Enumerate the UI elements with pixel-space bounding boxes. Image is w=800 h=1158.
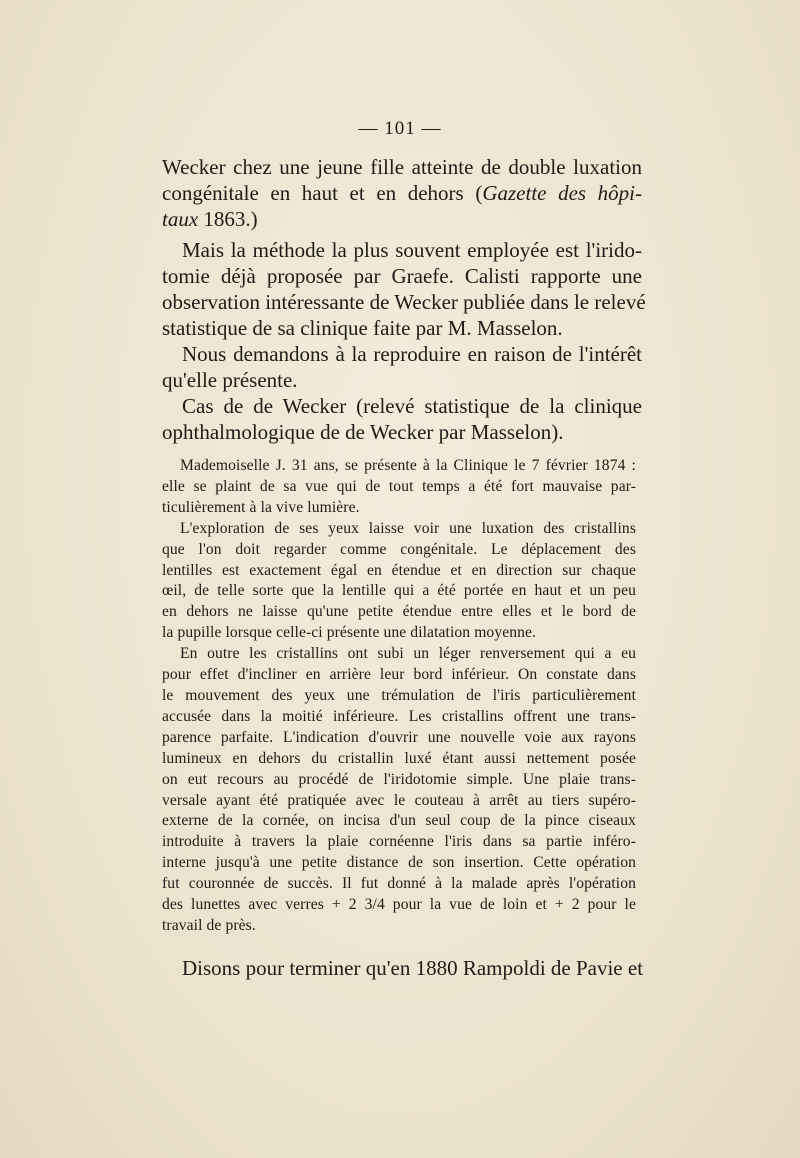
text-line: parence parfaite. L'indication d'ouvrir une nouvelle voie aux rayons [162,728,636,746]
text-line: ticulièrement à la vive lumière. [162,498,360,516]
text-line: elle se plaint de sa vue qui de tout temps a été fort mauvaise par- [162,477,636,495]
text-fragment: 1863.) [203,207,258,231]
text-line: lentilles est exactement égal en étendue et en direction sur chaque [162,561,636,579]
text-line: pour effet d'incliner en arrière leur bord inférieur. On constate dans [162,666,636,684]
text-line: Disons pour terminer qu'en 1880 Rampoldi de Pavie et [182,956,644,980]
text-line: ophthalmologique de de Wecker par Masselon). [162,420,564,444]
text-line [162,206,642,232]
italic-citation: Gazette des hôpi- [482,181,642,205]
text-line: œil, de telle sorte que la lentille qui a été portée en haut et un peu [162,582,636,600]
text-line: Cas de de Wecker (relevé statistique de la clinique [182,394,642,418]
text-line [162,180,642,206]
case-paragraph-1 [162,456,636,519]
case-paragraph-3 [162,644,636,937]
text-fragment: congénitale en haut et en dehors ( [162,181,483,205]
text-line: la pupille lorsque celle-ci présente une dilatation moyenne. [162,624,537,642]
page-number: — 101 — [358,118,442,139]
text-line: en dehors ne laisse qu'une petite étendue entre elles et le bord de [162,603,636,621]
italic-citation: taux [162,207,199,231]
text-line: fut couronnée de succès. Il fut donné à la malade après l'opération [162,875,636,893]
closing-paragraph [162,955,642,981]
text-line: L'exploration de ses yeux laisse voir une luxation des cristallins [180,519,636,537]
text-line: des lunettes avec verres + 2 3/4 pour la vue de loin et + 2 pour le [162,896,636,914]
paragraph-1 [162,154,642,232]
paragraph-3 [162,341,642,393]
text-line: observation intéressante de Wecker publiée dans le relevé [162,290,646,314]
paragraph-4 [162,393,642,445]
text-line: le mouvement des yeux une trémulation de l'iris particulièrement [162,686,636,704]
text-line: externe de la cornée, on incisa d'un seul coup de la pince ciseaux [162,812,636,830]
text-line: accusée dans la moitié inférieure. Les cristallins offrent une trans- [162,707,636,725]
text-line: statistique de sa clinique faite par M. Masselon. [162,316,563,340]
text-line: travail de près. [162,916,256,934]
paragraph-2 [162,237,646,341]
text-line: Mademoiselle J. 31 ans, se présente à la Clinique le 7 février 1874 : [180,457,636,474]
text-line: Wecker chez une jeune fille atteinte de double luxation [162,155,642,179]
case-report [162,456,636,937]
text-line: versale ayant été pratiquée avec le couteau à arrêt au tiers supéro- [162,791,636,809]
text-line: interne jusqu'à une petite distance de son insertion. Cette opération [162,854,636,872]
text-line: on eut recours au procédé de l'iridotomie simple. Une plaie trans- [162,770,636,788]
text-line: En outre les cristallins ont subi un léger renversement qui a eu [180,645,636,663]
text-line: introduite à travers la plaie cornéenne l'iris dans sa partie inféro- [162,833,636,851]
text-line: tomie déjà proposée par Graefe. Calisti rapporte une [162,264,642,288]
case-paragraph-2 [162,519,636,644]
text-line: que l'on doit regarder comme congénitale. Le déplacement des [162,540,636,558]
text-line: Mais la méthode la plus souvent employée est l'irido- [182,238,642,262]
text-line: qu'elle présente. [162,368,298,392]
text-line: lumineux en dehors du cristallin luxé étant aussi nettement posée [162,749,636,767]
text-line: Nous demandons à la reproduire en raison de l'intérêt [182,342,642,366]
